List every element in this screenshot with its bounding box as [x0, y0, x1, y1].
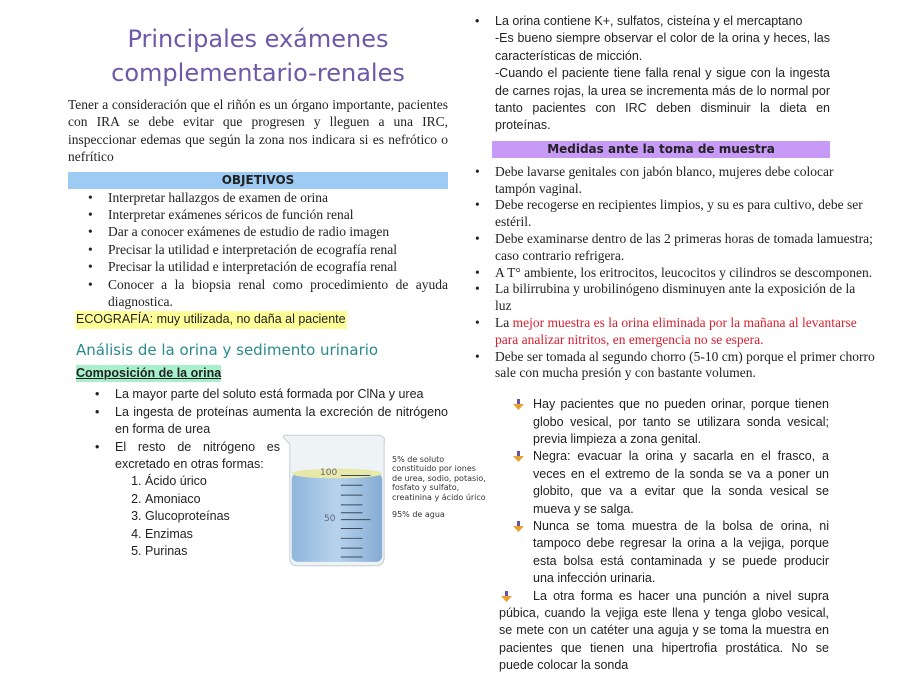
- solute-caption: 5% de soluto constituido por iones de urea, sodio, potasio, fosfato y sulfato, creatinina y ácido úrico: [392, 454, 486, 502]
- list-item: • El resto de nitrógeno es excretado en otras formas:: [115, 439, 280, 474]
- composicion-row: [115, 439, 486, 569]
- list-item: • La mejor muestra es la orina eliminada por la mañana al levantarse para analizar nitritos, en emergencia no se espera.: [495, 315, 875, 349]
- list-item: • Precisar la utilidad e interpretación de ecografía renal: [108, 241, 448, 258]
- beaker-captions: [392, 439, 487, 569]
- water-caption: 95% de agua: [392, 510, 445, 519]
- arrow-down-icon: [513, 521, 524, 532]
- medidas-heading: Medidas ante la toma de muestra: [492, 141, 830, 158]
- list-item: • Dar a conocer exámenes de estudio de radio imagen: [108, 223, 448, 240]
- list-item: Nunca se toma muestra de la bolsa de orina, ni tampoco debe regresar la orina a la vejiga, porque esta bolsa está contaminada y se puede producir una infección urinaria.: [533, 518, 829, 588]
- list-item: 4. Enzimas: [145, 526, 280, 543]
- arrow-down-icon: [513, 451, 524, 462]
- right-top-list: [495, 13, 830, 30]
- subsection-heading: Composición de la orina: [76, 365, 221, 382]
- list-item: 2. Amoniaco: [145, 491, 280, 508]
- list-item: • Debe ser tomada al segundo chorro (5-10 cm) porque el primer chorro sale con mucha presión y con bastante volumen.: [495, 349, 875, 383]
- mark-50: 50: [324, 513, 336, 524]
- list-item: • La orina contiene K+, sulfatos, cisteína y el mercaptano: [495, 13, 830, 30]
- mark-100: 100: [320, 467, 338, 478]
- list-item: Hay pacientes que no pueden orinar, porque tienen globo vesical, por tanto se utilizara sonda vesical; previa limpieza a zona genital.: [533, 396, 829, 448]
- page-title: Principales exámenes complementario-renales: [111, 25, 405, 87]
- list-item: • Precisar la utilidad e interpretación de ecografía renal: [108, 258, 448, 275]
- forms-list: [115, 473, 280, 560]
- paragraph: -Cuando el paciente tiene falla renal y sigue con la ingesta de carnes rojas, la urea se incrementa más de lo normal por tanto pacientes con IRC deben disminuir la dieta en proteínas.: [495, 66, 830, 133]
- list-item: • Debe lavarse genitales con jabón blanco, mujeres debe colocar tampón vaginal.: [495, 164, 875, 198]
- paragraph: -Es bueno siempre observar el color de la orina y heces, las características de micción.: [495, 31, 830, 63]
- arrow-down-icon: [501, 591, 512, 602]
- objetivos-heading: OBJETIVOS: [68, 172, 448, 189]
- list-item: • A T° ambiente, los eritrocitos, leucocitos y cilindros se descomponen.: [495, 265, 875, 282]
- medidas-list: [495, 164, 875, 382]
- list-item: • La bilirrubina y urobilinógeno disminuyen ante la exposición de la luz: [495, 281, 875, 315]
- objetivos-list: [108, 189, 448, 311]
- list-item: • Interpretar exámenes séricos de función renal: [108, 206, 448, 223]
- arrow-down-icon: [513, 399, 524, 410]
- list-item: • Debe recogerse en recipientes limpios, y su es para cultivo, debe ser estéril.: [495, 197, 875, 231]
- composicion-list-cont: [115, 439, 280, 474]
- list-item: 3. Glucoproteínas: [145, 508, 280, 525]
- highlighted-text: mejor muestra es la orina eliminada por la mañana al levantarse para analizar nitritos, en emergencia no se espera.: [495, 315, 857, 347]
- list-item: 1. Ácido úrico: [145, 473, 280, 490]
- beaker-illustration: [280, 431, 390, 569]
- list-item: • Interpretar hallazgos de examen de orina: [108, 189, 448, 206]
- list-item: • La mayor parte del soluto está formada por ClNa y urea: [115, 386, 448, 403]
- list-item: • Conocer a la biopsia renal como procedimiento de ayuda diagnostica.: [108, 276, 448, 311]
- section-heading: Análisis de la orina y sedimento urinario: [76, 340, 379, 359]
- arrow-list: [533, 396, 829, 587]
- last-paragraph: La otra forma es hacer una punción a nivel supra púbica, cuando la vejiga este llena y tenga globo vesical, se mete con un catéter una aguja y se toma la muestra en pacientes que tienen una hipertrofia prostática. No se puede colocar la sonda: [499, 588, 829, 673]
- otras-formas-block: [115, 439, 280, 569]
- intro-paragraph: Tener a consideración que el riñón es un órgano importante, pacientes con IRA se debe evitar que progresen y lleguen a una IRC, inspeccionar edemas que según la zona nos indicara si es nefrótico o nefrítico: [68, 97, 448, 165]
- left-column: [68, 22, 486, 569]
- list-item: 5. Purinas: [145, 543, 280, 560]
- list-item: • Debe examinarse dentro de las 2 primeras horas de tomada lamuestra; caso contrario refrigera.: [495, 231, 875, 265]
- list-item: Negra: evacuar la orina y sacarla en el frasco, a veces en el extremo de la sonda se va a poner un globito, que va a evitar que la sonda vesical se mueva y se salga.: [533, 448, 829, 518]
- ecografia-note: ECOGRAFÍA: muy utilizada, no daña al paciente: [75, 311, 347, 328]
- right-column: [475, 13, 875, 675]
- list-item: • La ingesta de proteínas aumenta la excreción de nitrógeno en forma de urea: [115, 404, 448, 439]
